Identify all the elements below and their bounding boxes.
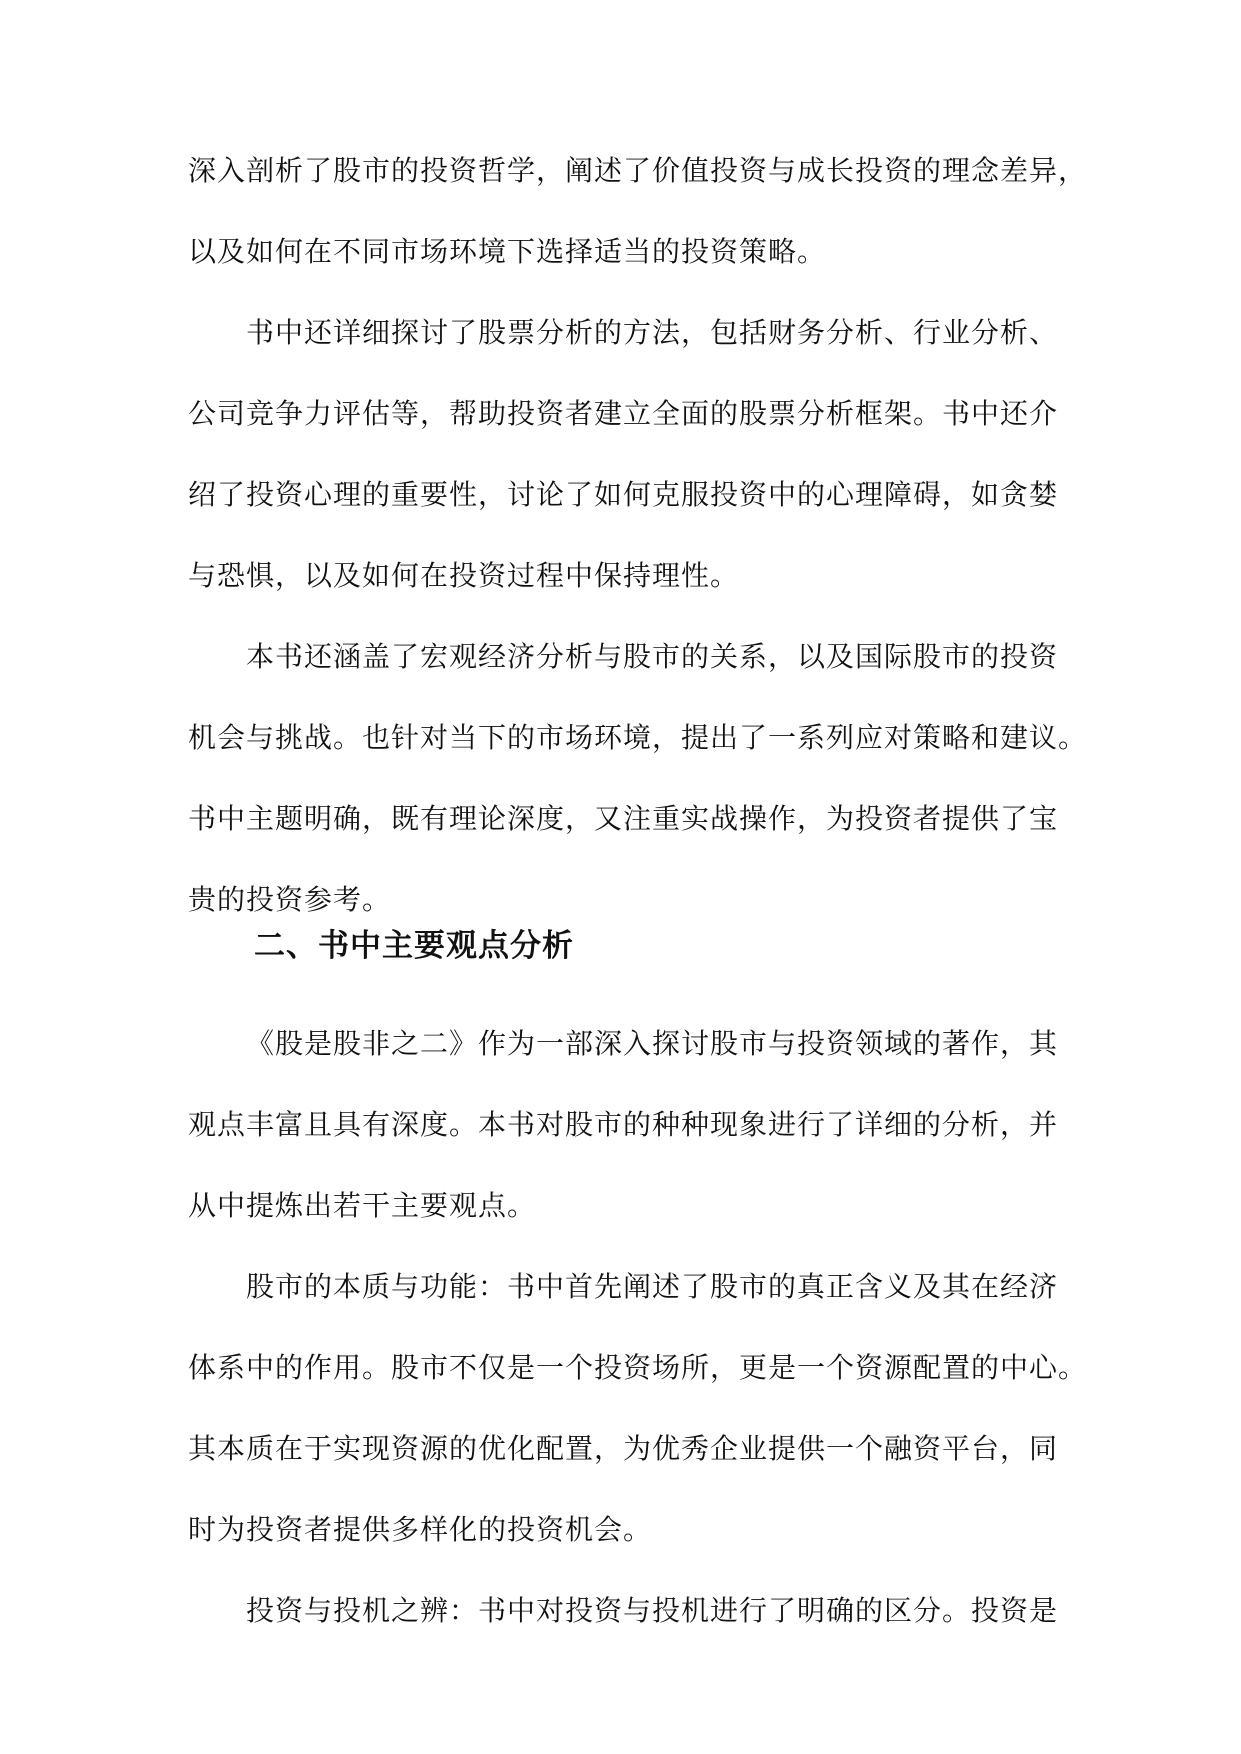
paragraph-line: 从中提炼出若干主要观点。 [188, 1189, 537, 1222]
paragraph-line: 与恐惧，以及如何在投资过程中保持理性。 [188, 559, 740, 592]
paragraph-line: 贵的投资参考。 [188, 883, 392, 916]
paragraph-line: 机会与挑战。也针对当下的市场环境，提出了一系列应对策略和建议。 [188, 721, 1088, 754]
paragraph-line: 绍了投资心理的重要性，讨论了如何克服投资中的心理障碍，如贪婪 [188, 478, 1059, 511]
paragraph-line: 时为投资者提供多样化的投资机会。 [188, 1513, 653, 1546]
paragraph-line: 股市的本质与功能：书中首先阐述了股市的真正含义及其在经济 [246, 1270, 1059, 1303]
paragraph-line: 《股是股非之二》作为一部深入探讨股市与投资领域的著作，其 [246, 1027, 1059, 1060]
paragraph-line: 本书还涵盖了宏观经济分析与股市的关系，以及国际股市的投资 [246, 640, 1059, 673]
section-one-text [188, 130, 1088, 940]
paragraph-line: 书中主题明确，既有理论深度，又注重实战操作，为投资者提供了宝 [188, 802, 1059, 835]
section-heading: 二、书中主要观点分析 [254, 928, 574, 964]
section-two-text [188, 1003, 1088, 1651]
paragraph-line: 其本质在于实现资源的优化配置，为优秀企业提供一个融资平台，同 [188, 1432, 1059, 1465]
paragraph-line: 以及如何在不同市场环境下选择适当的投资策略。 [188, 235, 827, 268]
paragraph-line: 深入剖析了股市的投资哲学，阐述了价值投资与成长投资的理念差异， [188, 154, 1088, 187]
paragraph-line: 书中还详细探讨了股票分析的方法，包括财务分析、行业分析、 [246, 316, 1059, 349]
paragraph-line: 体系中的作用。股市不仅是一个投资场所，更是一个资源配置的中心。 [188, 1351, 1088, 1384]
paragraph-line: 观点丰富且具有深度。本书对股市的种种现象进行了详细的分析，并 [188, 1108, 1059, 1141]
paragraph-line: 公司竞争力评估等，帮助投资者建立全面的股票分析框架。书中还介 [188, 397, 1059, 430]
paragraph-line: 投资与投机之辨：书中对投资与投机进行了明确的区分。投资是 [246, 1594, 1059, 1627]
